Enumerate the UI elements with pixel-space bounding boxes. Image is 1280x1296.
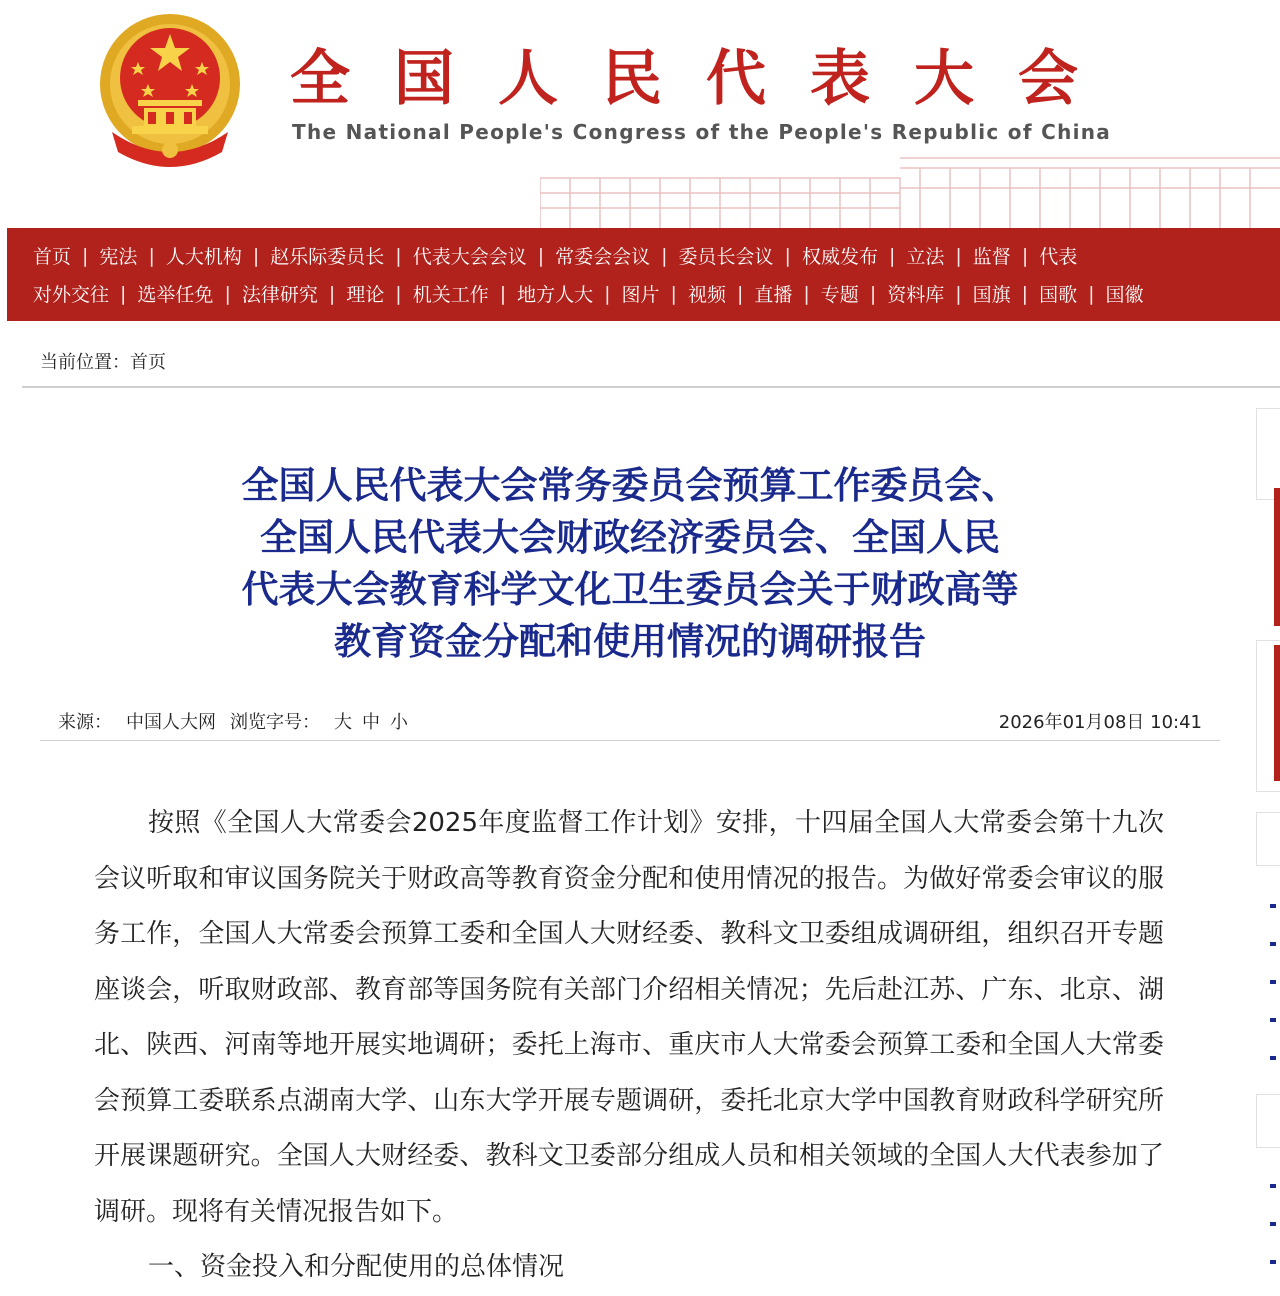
nav-item[interactable]: 国歌 [1039,284,1078,306]
breadcrumb [40,348,166,374]
nav-item[interactable]: 图片 [621,284,660,306]
font-size-small-button[interactable]: 小 [390,712,408,733]
nav-item[interactable]: 选举任免 [137,284,214,306]
source-label: 来源： [58,712,112,733]
nav-item[interactable]: 法律研究 [241,284,318,306]
nav-item[interactable]: 宪法 [99,246,138,268]
sidebar-list-bullet [1270,1222,1276,1226]
nav-separator: | [395,244,402,267]
sidebar-image-block[interactable] [1274,645,1280,781]
sidebar-list-bullet [1270,942,1276,946]
nav-separator: | [499,282,507,305]
article-title [150,460,1110,668]
nav-separator: | [955,282,962,305]
breadcrumb-home-link[interactable]: 首页 [130,352,166,373]
site-title: 全国人民代表大会 [290,44,1122,114]
nav-item[interactable]: 理论 [346,284,385,306]
nav-item[interactable]: 专题 [820,284,859,306]
nav-item[interactable]: 资料库 [887,284,945,306]
nav-separator: | [784,244,791,267]
nav-separator: | [869,282,877,305]
publish-date: 2026年01月08日 10:41 [998,712,1202,733]
font-size-large-button[interactable]: 大 [334,712,352,733]
font-size-label: 浏览字号： [230,712,320,733]
nav-item[interactable]: 直播 [754,284,793,306]
sidebar-list-bullet [1270,1184,1276,1188]
nav-separator: | [148,244,155,267]
nav-separator: | [537,244,545,267]
nav-separator: | [803,282,810,305]
sidebar-list-bullet [1270,1056,1276,1060]
nav-row-1 [33,242,1077,269]
nav-separator: | [1021,244,1029,267]
nav-separator: | [1021,282,1029,305]
nav-item[interactable]: 立法 [906,246,945,268]
nav-separator: | [661,244,668,267]
section-heading: 一、资金投入和分配使用的总体情况 [148,1252,565,1282]
source-value: 中国人大网 [126,712,216,733]
nav-item[interactable]: 首页 [33,246,72,268]
sidebar-list-bullet [1270,980,1276,984]
sidebar-section-header [1256,812,1280,866]
nav-item[interactable]: 机关工作 [412,284,489,306]
nav-separator: | [120,282,127,305]
nav-separator: | [82,244,89,267]
meta-divider [40,740,1220,741]
national-emblem-icon[interactable] [92,12,248,172]
nav-separator: | [1088,282,1095,305]
breadcrumb-label: 当前位置： [40,352,130,373]
article-body [94,796,1164,1296]
great-hall-building-icon [540,148,1280,228]
sidebar-image-block[interactable] [1274,488,1280,626]
main-navigation [7,228,1280,321]
site-subtitle: The National People's Congress of the People's Republic of China [292,120,1112,144]
article-paragraph: 按照《全国人大常委会2025年度监督工作计划》安排，十四届全国人大常委会第十九次会议听取和审议国务院关于财政高等教育资金分配和使用情况的报告。为做好常委会审议的服务工作，全国人大常委会预算工委和全国人大财经委、教科文卫委组成调研组，组织召开专题座谈会，听取财政部、教育部等国务院有关部门介绍相关情况；先后赴江苏、广东、北京、湖北、陕西、河南等地开展实地调研；委托上海市、重庆市人大常委会预算工委和全国人大常委会预算工委联系点湖南大学、山东大学开展专题调研，委托北京大学中国教育财政科学研究所开展课题研究。全国人大财经委、教科文卫委部分组成人员和相关领域的全国人大代表参加了调研。现将有关情况报告如下。 [94,808,1164,1227]
sidebar-list-bullet [1270,904,1276,908]
nav-item[interactable]: 赵乐际委员长 [270,246,385,268]
nav-item[interactable]: 常委会会议 [555,246,651,268]
article-title-line: 全国人民代表大会常务委员会预算工作委员会、 [241,464,1019,507]
site-header [0,0,1280,228]
sidebar-list-bullet [1270,1018,1276,1022]
nav-separator: | [736,282,744,305]
nav-separator: | [328,282,336,305]
nav-separator: | [395,282,402,305]
sidebar-list-bullet [1270,1260,1276,1264]
nav-item[interactable]: 权威发布 [801,246,878,268]
nav-item[interactable]: 国旗 [972,284,1011,306]
nav-separator: | [604,282,611,305]
nav-item[interactable]: 视频 [687,284,726,306]
nav-separator: | [252,244,260,267]
nav-item[interactable]: 国徽 [1105,284,1144,306]
article-meta [58,708,418,734]
nav-item[interactable]: 地方人大 [517,284,594,306]
article-title-line: 教育资金分配和使用情况的调研报告 [334,620,926,663]
sidebar-panel [1256,408,1280,500]
article-title-line: 代表大会教育科学文化卫生委员会关于财政高等 [241,568,1019,611]
nav-item[interactable]: 对外交往 [33,284,110,306]
font-size-medium-button[interactable]: 中 [362,712,380,733]
nav-separator: | [888,244,896,267]
nav-item[interactable]: 人大机构 [165,246,242,268]
nav-item[interactable]: 监督 [972,246,1011,268]
nav-item[interactable]: 代表 [1039,246,1078,268]
nav-separator: | [670,282,677,305]
nav-separator: | [224,282,231,305]
sidebar-section-header [1256,1094,1280,1148]
nav-item[interactable]: 代表大会会议 [412,246,527,268]
nav-row-2 [33,280,1144,307]
article-title-line: 全国人民代表大会财政经济委员会、全国人民 [260,516,1000,559]
nav-item[interactable]: 委员长会议 [678,246,774,268]
breadcrumb-divider [22,386,1280,388]
nav-separator: | [955,244,962,267]
